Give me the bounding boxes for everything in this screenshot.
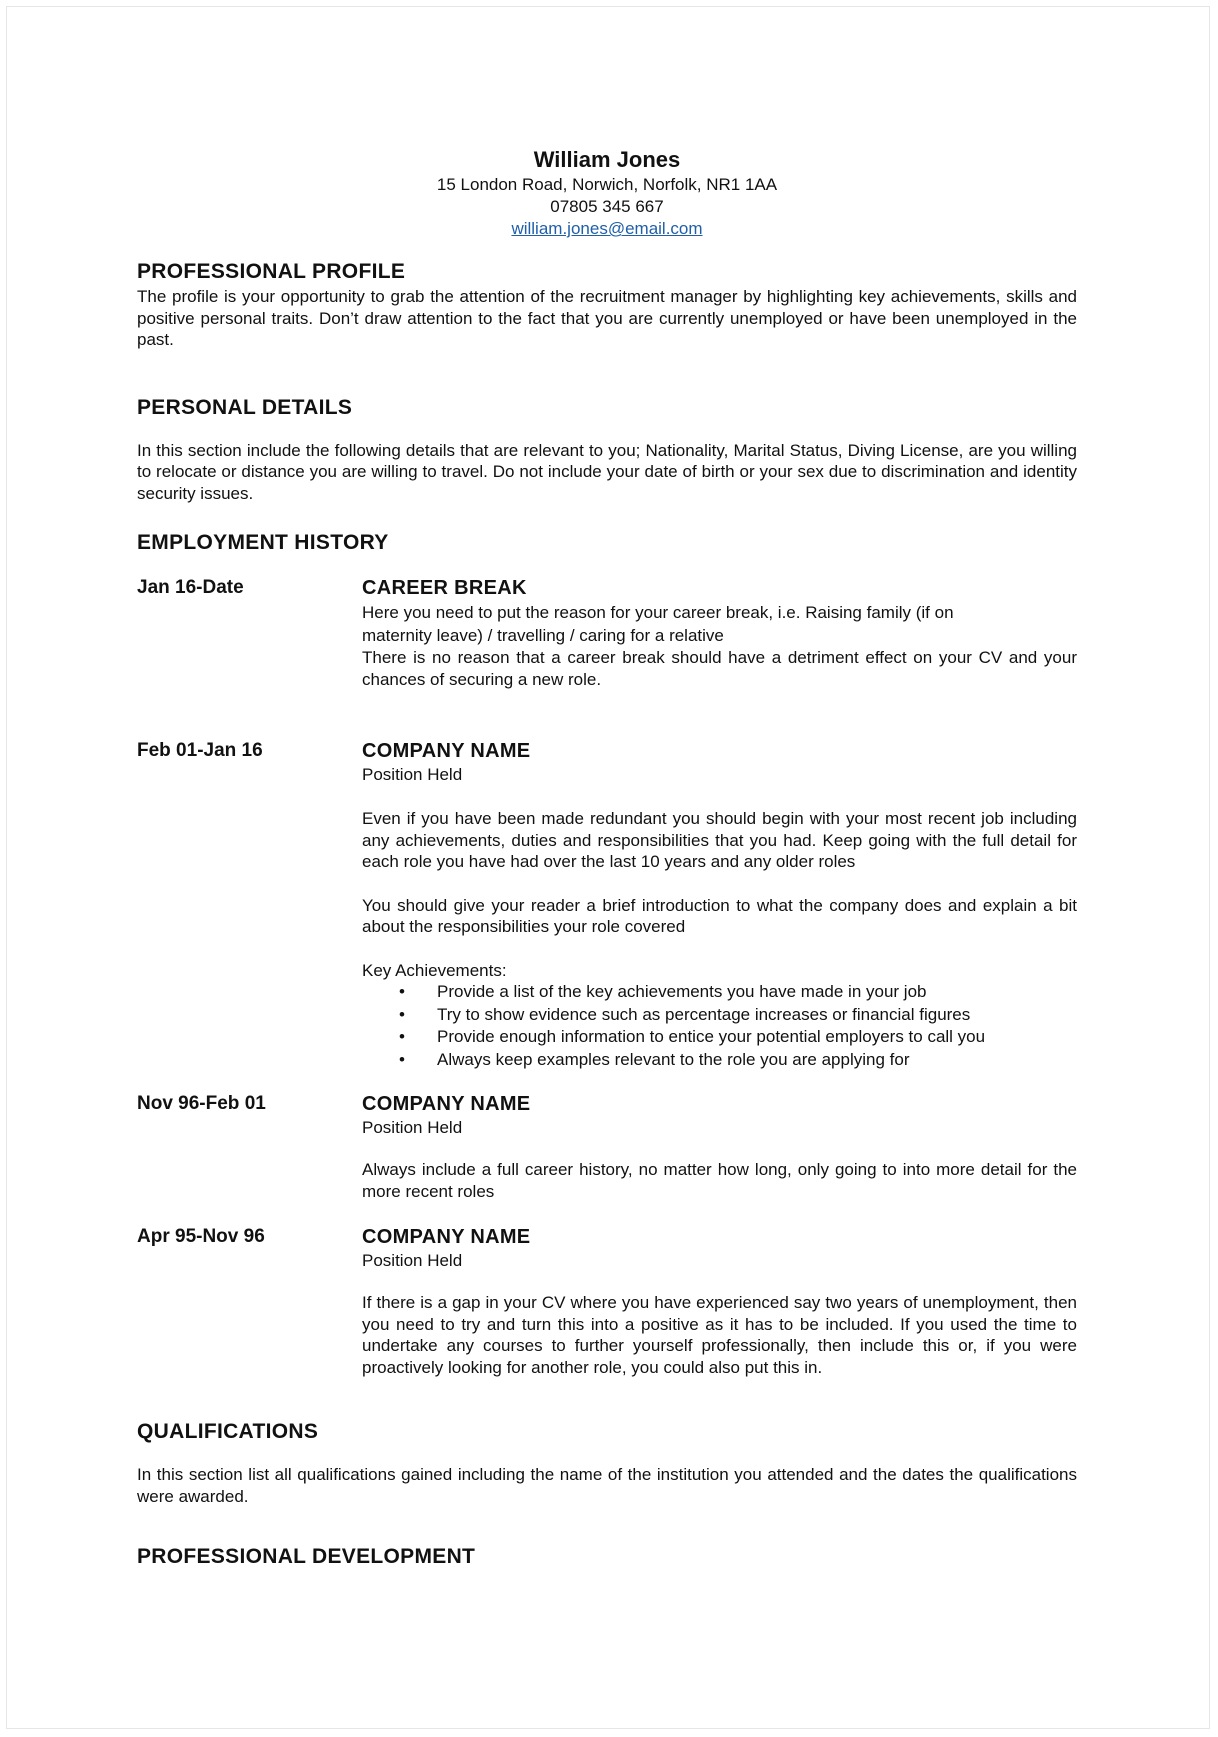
job-date: Nov 96-Feb 01	[137, 1093, 266, 1114]
section-heading-qualifications: QUALIFICATIONS	[137, 1420, 319, 1443]
job-line: maternity leave) / travelling / caring for a relative	[362, 626, 724, 645]
job-title: COMPANY NAME	[362, 1093, 531, 1115]
job-details	[362, 738, 1077, 1071]
list-item: • Provide a list of the key achievements you have made in your job	[362, 981, 1077, 1004]
qualifications-section	[137, 1418, 1077, 1507]
position-held: Position Held	[362, 765, 463, 784]
section-heading-profile: PROFESSIONAL PROFILE	[137, 260, 406, 283]
personal-details-section	[137, 394, 1077, 505]
professional-profile-section	[137, 258, 1077, 351]
section-heading-employment: EMPLOYMENT HISTORY	[137, 531, 389, 554]
section-heading-personal: PERSONAL DETAILS	[137, 395, 353, 419]
job-date: Jan 16-Date	[137, 577, 244, 598]
employment-history-section	[137, 529, 1077, 1378]
list-item: • Provide enough information to entice your potential employers to call you	[362, 1026, 1077, 1049]
job-text: If there is a gap in your CV where you have experienced say two years of unemployment, then you need to try and turn this into a positive as it has to be included. If you used the time to undertake any courses to further yourself professionally, then include this or, if you were proactively looking for another role, you could also put this in.	[362, 1293, 1077, 1377]
key-achievements-label: Key Achievements:	[362, 960, 507, 980]
address: 15 London Road, Norwich, Norfolk, NR1 1AA	[436, 175, 778, 194]
position-held: Position Held	[362, 1251, 463, 1270]
job-text: Always include a full career history, no matter how long, only going to into more detail for the more recent roles	[362, 1160, 1077, 1201]
list-item: • Always keep examples relevant to the role you are applying for	[362, 1049, 1077, 1072]
job-entry	[137, 738, 1077, 1071]
job-title: CAREER BREAK	[362, 577, 527, 599]
profile-text: The profile is your opportunity to grab the attention of the recruitment manager by highlighting key achievements, skills and positive personal traits. Don’t draw attention to the fact that you are currently unemployed or have been unemployed in the past.	[137, 287, 1077, 349]
job-title: COMPANY NAME	[362, 1226, 531, 1248]
job-details	[362, 1091, 1077, 1202]
qualifications-text: In this section list all qualifications gained including the name of the institution you attended and the dates the qualifications were awarded.	[137, 1465, 1077, 1506]
job-title: COMPANY NAME	[362, 740, 531, 762]
professional-development-section	[137, 1543, 1077, 1571]
personal-text: In this section include the following details that are relevant to you; Nationality, Marital Status, Diving License, are you willing to relocate or distance you are willing to travel. Do not include your date of birth or your sex due to discrimination and identity security issues.	[137, 440, 1077, 503]
position-held: Position Held	[362, 1118, 463, 1137]
job-text: Even if you have been made redundant you should begin with your most recent job including any achievements, duties and responsibilities that you had. Keep going with the full detail for each role you have had over the last 10 years and any older roles	[362, 809, 1077, 871]
job-details	[362, 575, 1077, 690]
list-item: • Try to show evidence such as percentage increases or financial figures	[362, 1004, 1077, 1027]
job-entry	[137, 575, 1077, 690]
job-entry	[137, 1091, 1077, 1202]
job-text: There is no reason that a career break should have a detriment effect on your CV and your chances of securing a new role.	[362, 648, 1077, 689]
section-heading-development: PROFESSIONAL DEVELOPMENT	[137, 1545, 476, 1568]
achievements-list	[362, 981, 1077, 1071]
job-entry	[137, 1224, 1077, 1378]
phone-number: 07805 345 667	[550, 197, 664, 216]
cv-body	[137, 258, 1077, 1571]
cv-header	[137, 146, 1077, 240]
job-date: Apr 95-Nov 96	[137, 1226, 265, 1247]
job-details	[362, 1224, 1077, 1378]
email-link[interactable]: william.jones@email.com	[511, 219, 703, 238]
candidate-name: William Jones	[533, 147, 681, 172]
job-line: Here you need to put the reason for your career break, i.e. Raising family (if on	[362, 603, 954, 622]
job-date: Feb 01-Jan 16	[137, 740, 263, 761]
job-text: You should give your reader a brief introduction to what the company does and explain a bit about the responsibilities your role covered	[362, 895, 1077, 936]
